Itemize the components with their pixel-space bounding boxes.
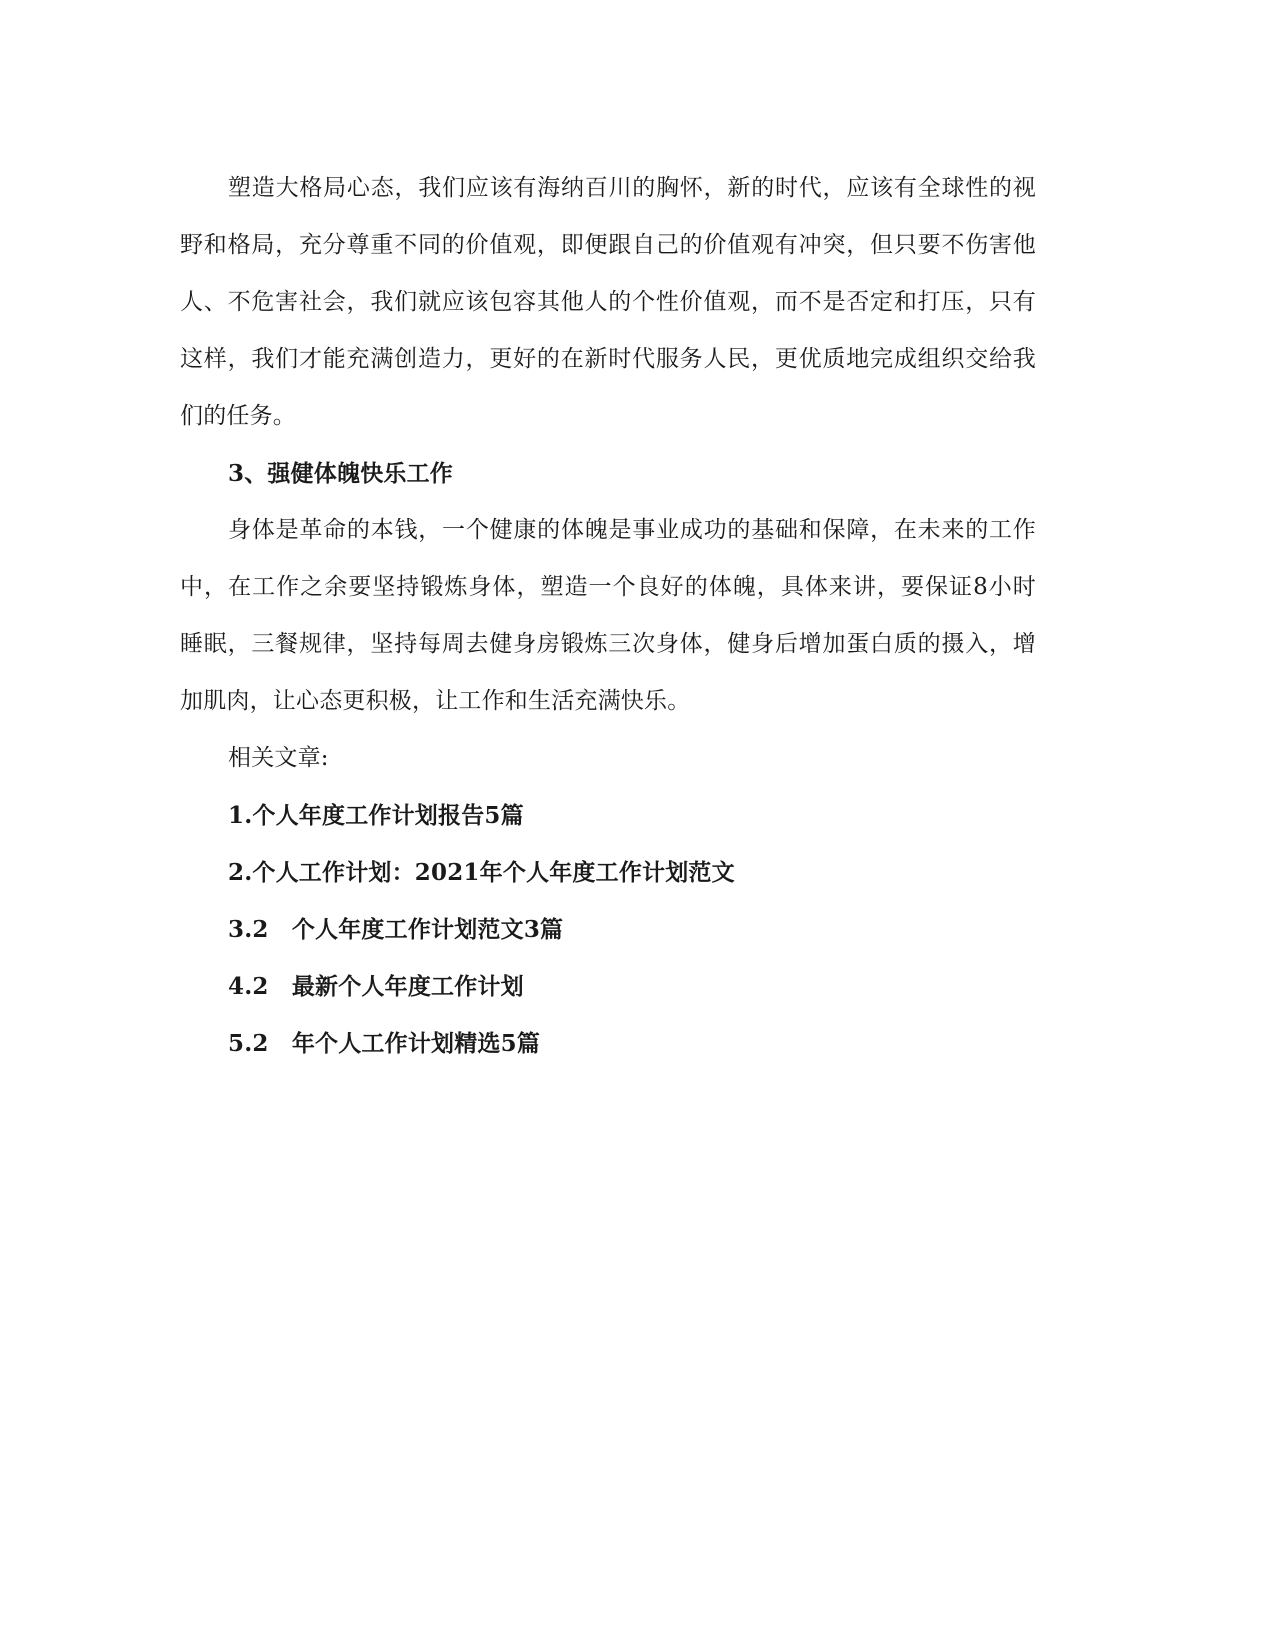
paragraph-health: [180, 502, 1036, 730]
related-article-link[interactable]: 5.2 年个人工作计划精选5篇: [228, 1030, 541, 1057]
document-body: [180, 160, 1036, 1072]
related-article-link[interactable]: 3.2 个人年度工作计划范文3篇: [228, 916, 564, 943]
paragraph-line: 们的任务。: [180, 403, 296, 429]
paragraph-line: 睡眠，三餐规律，坚持每周去健身房锻炼三次身体，健身后增加蛋白质的摄入，增: [180, 631, 1036, 657]
related-articles-label: 相关文章:: [228, 745, 329, 771]
section-heading: 3、强健体魄快乐工作: [228, 460, 454, 487]
paragraph-line: 野和格局，充分尊重不同的价值观，即便跟自己的价值观有冲突，但只要不伤害他: [180, 232, 1036, 258]
paragraph-line: 身体是革命的本钱，一个健康的体魄是事业成功的基础和保障，在未来的工作: [228, 517, 1036, 543]
related-article-link[interactable]: 1.个人年度工作计划报告5篇: [228, 802, 524, 829]
paragraph-line: 中，在工作之余要坚持锻炼身体，塑造一个良好的体魄，具体来讲，要保证8小时: [180, 574, 1036, 600]
paragraph-line: 人、不危害社会，我们就应该包容其他人的个性价值观，而不是否定和打压，只有: [180, 289, 1036, 315]
paragraph-mindset: [180, 160, 1036, 445]
paragraph-line: 塑造大格局心态，我们应该有海纳百川的胸怀，新的时代，应该有全球性的视: [228, 175, 1036, 201]
related-article-link[interactable]: 4.2 最新个人年度工作计划: [228, 973, 524, 1000]
paragraph-line: 加肌肉，让心态更积极，让工作和生活充满快乐。: [180, 688, 691, 714]
related-article-link[interactable]: 2.个人工作计划：2021年个人年度工作计划范文: [228, 859, 735, 886]
paragraph-line: 这样，我们才能充满创造力，更好的在新时代服务人民，更优质地完成组织交给我: [180, 346, 1036, 372]
related-articles-list: [180, 787, 1036, 1072]
